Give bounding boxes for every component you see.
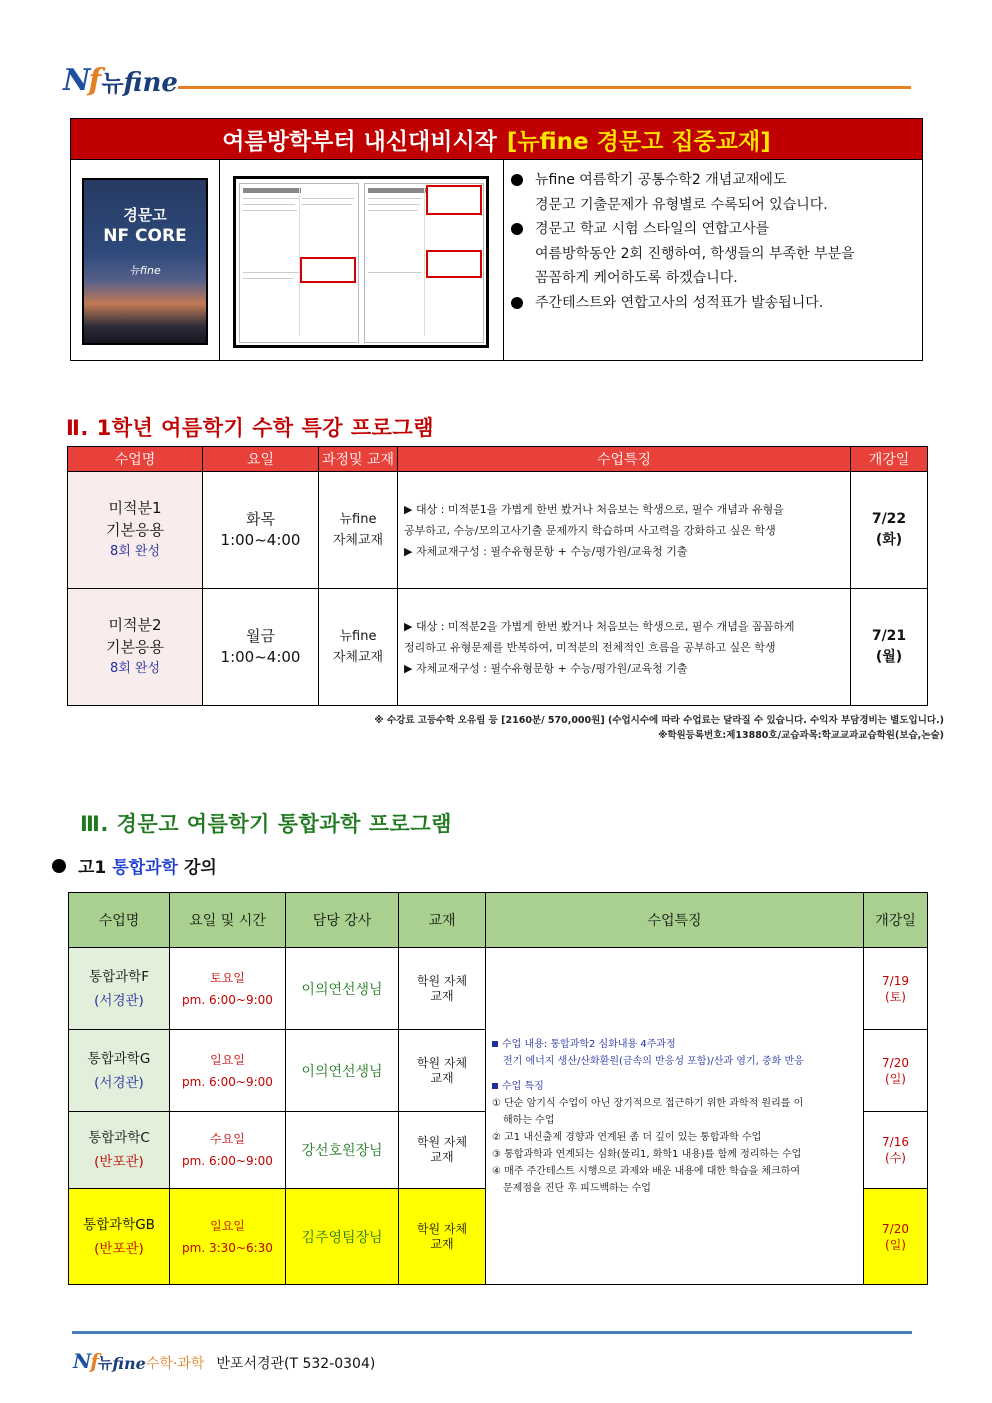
- highlight-box: [426, 250, 482, 278]
- footer-subject: 수학·과학: [145, 1356, 205, 1372]
- schedule-cell: 일요일 pm. 3:30~6:30: [170, 1189, 286, 1285]
- schedule-cell: 화목 1:00~4:00: [203, 472, 319, 589]
- square-bullet-icon: [492, 1083, 498, 1089]
- promo-bullet-list: [511, 168, 855, 315]
- features-cell: ▶ 대상 : 미적분1을 가볍게 한번 봤거나 처음보는 학생으로, 필수 개념과 유형을 공부하고, 수능/모의고사기출 문제까지 학습하며 사고력을 강화하고 싶은 학생 ▶ 자체교재구성 : 필수유형문항 + 수능/평가원/교육청 기출: [398, 472, 851, 589]
- bullet-icon: [511, 174, 523, 186]
- book-title-line1: 경문고: [123, 206, 167, 224]
- start-date-cell: 7/20 (일): [864, 1030, 928, 1112]
- textbook-cell: 학원 자체 교재: [399, 1030, 486, 1112]
- science-program-table: [68, 892, 928, 1285]
- column-header: 수업명: [68, 447, 203, 472]
- promo-bullet: 주간테스트와 연합고사의 성적표가 발송됩니다.: [511, 291, 855, 316]
- section2-title: Ⅱ. 1학년 여름학기 수학 특강 프로그램: [66, 416, 434, 440]
- header-divider: [178, 86, 911, 89]
- square-bullet-icon: [492, 1041, 498, 1047]
- textbook-cell: 뉴fine 자체교재: [319, 589, 398, 706]
- bullet-icon: [511, 223, 523, 235]
- sample-page-left: [239, 183, 359, 343]
- course-name-cell: 통합과학C (반포관): [69, 1112, 170, 1189]
- bullet-icon: [52, 859, 66, 873]
- column-header: 수업특징: [398, 447, 851, 472]
- textbook-cell: 뉴fine 자체교재: [319, 472, 398, 589]
- start-date-cell: 7/22 (화): [851, 472, 928, 589]
- column-header: 요일: [203, 447, 319, 472]
- registration-note: ※학원등록번호:제13880호/교습과목:학교교과교습학원(보습,논술): [658, 730, 944, 741]
- promo-box: [70, 118, 923, 361]
- column-header: 교재: [399, 893, 486, 948]
- promo-bullet: 뉴fine 여름학기 공통수학2 개념교재에도 경문고 기출문제가 유형별로 수록되어 있습니다.: [511, 168, 855, 217]
- start-date-cell: 7/19 (토): [864, 948, 928, 1030]
- column-header: 개강일: [851, 447, 928, 472]
- features-cell: ▶ 대상 : 미적분2을 가볍게 한번 봤거나 처음보는 학생으로, 필수 개념을 꼼꼼하게 정리하고 유형문제를 반복하여, 미적분의 전체적인 흐름을 공부하고 싶은 학생 ▶ 자체교재구성 : 필수유형문항 + 수능/평가원/교육청 기출: [398, 589, 851, 706]
- promo-sample-cell: [219, 159, 504, 361]
- schedule-cell: 일요일 pm. 6:00~9:00: [170, 1030, 286, 1112]
- promo-title: [71, 119, 922, 159]
- logo-mark: Nf: [63, 63, 100, 98]
- table-row: [68, 589, 928, 706]
- textbook-cell: 학원 자체 교재: [399, 1189, 486, 1285]
- footer: [73, 1349, 375, 1373]
- course-name-cell: 미적분2 기본응용 8회 완성: [68, 589, 203, 706]
- footer-logo-mark: Nf: [73, 1349, 98, 1373]
- logo-new: 뉴: [101, 71, 124, 97]
- column-header: 수업명: [69, 893, 170, 948]
- book-title-line2: NF CORE: [103, 226, 187, 246]
- table-header-row: [69, 893, 928, 948]
- fee-notes: [374, 713, 944, 743]
- column-header: 개강일: [864, 893, 928, 948]
- column-header: 과정및 교재: [319, 447, 398, 472]
- footer-logo-fine: fine: [112, 1354, 146, 1373]
- course-name-cell: 통합과학GB (반포관): [69, 1189, 170, 1285]
- table-header-row: [68, 447, 928, 472]
- table-row: [69, 948, 928, 1030]
- book-cover-image: [82, 178, 208, 345]
- column-header: 요일 및 시간: [170, 893, 286, 948]
- schedule-cell: 토요일 pm. 6:00~9:00: [170, 948, 286, 1030]
- promo-title-main: 여름방학부터 내신대비시작: [222, 128, 497, 155]
- column-header: 담당 강사: [286, 893, 399, 948]
- textbook-sample-image: [233, 176, 489, 348]
- features-cell: 수업 내용: 통합과학2 심화내용 4주과정 전기 에너지 생산/산화환원(금속의 반응성 포함)/산과 염기, 중화 반응 수업 특징 ① 단순 암기식 수업이 아닌 장기적으로 접근하기 위한 과학적 원리를 이 해하는 수업 ② 고1 내신출제 경향과 연계된 좀 더 깊이 있는 통합과학 수업 ③ 통합과학과 연계되는 심화(물리1, 화학1 내용)를 함께 정리하는 수업 ④ 매주 주간테스트 시행으로 과제와 배운 내용에 대한 학습을 체크하여 문제점을 진단 후 피드백하는 수업: [486, 948, 864, 1285]
- footer-branch-contact: 반포서경관(T 532-0304): [216, 1356, 376, 1372]
- start-date-cell: 7/21 (월): [851, 589, 928, 706]
- section3-subtitle: 고1 통합과학 강의: [52, 853, 217, 878]
- start-date-cell: 7/20 (일): [864, 1189, 928, 1285]
- promo-book-cell: [71, 159, 220, 361]
- promo-title-highlight: [뉴fine 경문고 집중교재]: [506, 128, 771, 155]
- teacher-cell: 강선호원장님: [286, 1112, 399, 1189]
- course-name-cell: 미적분1 기본응용 8회 완성: [68, 472, 203, 589]
- textbook-cell: 학원 자체 교재: [399, 1112, 486, 1189]
- section3-title: Ⅲ. 경문고 여름학기 통합과학 프로그램: [80, 812, 452, 836]
- logo-fine: fine: [123, 68, 178, 98]
- table-row: [68, 472, 928, 589]
- teacher-cell: 이의연선생님: [286, 948, 399, 1030]
- start-date-cell: 7/16 (수): [864, 1112, 928, 1189]
- textbook-cell: 학원 자체 교재: [399, 948, 486, 1030]
- teacher-cell: 이의연선생님: [286, 1030, 399, 1112]
- math-program-table: [67, 446, 928, 706]
- book-logo: 뉴fine: [129, 264, 161, 277]
- bullet-icon: [511, 297, 523, 309]
- column-header: 수업특징: [486, 893, 864, 948]
- footer-logo-new: 뉴: [97, 1354, 113, 1372]
- promo-text-cell: [503, 159, 922, 361]
- schedule-cell: 월금 1:00~4:00: [203, 589, 319, 706]
- promo-bullet: 경문고 학교 시험 스타일의 연합고사를 여름방학동안 2회 진행하여, 학생들의 부족한 부분을 꼼꼼하게 케어하도록 하겠습니다.: [511, 217, 855, 291]
- sample-page-right: [364, 183, 484, 343]
- course-name-cell: 통합과학G (서경관): [69, 1030, 170, 1112]
- footer-divider: [72, 1331, 912, 1334]
- course-name-cell: 통합과학F (서경관): [69, 948, 170, 1030]
- schedule-cell: 수요일 pm. 6:00~9:00: [170, 1112, 286, 1189]
- highlight-box: [426, 185, 482, 215]
- highlight-box: [300, 257, 356, 283]
- teacher-cell: 김주영팀장님: [286, 1189, 399, 1285]
- fee-note: ※ 수강료 고등수학 오유림 등 [2160분/ 570,000원] (수업시수에 따라 수업료는 달라질 수 있습니다. 수익자 부담경비는 별도입니다.): [374, 715, 944, 726]
- brand-logo: [63, 58, 178, 98]
